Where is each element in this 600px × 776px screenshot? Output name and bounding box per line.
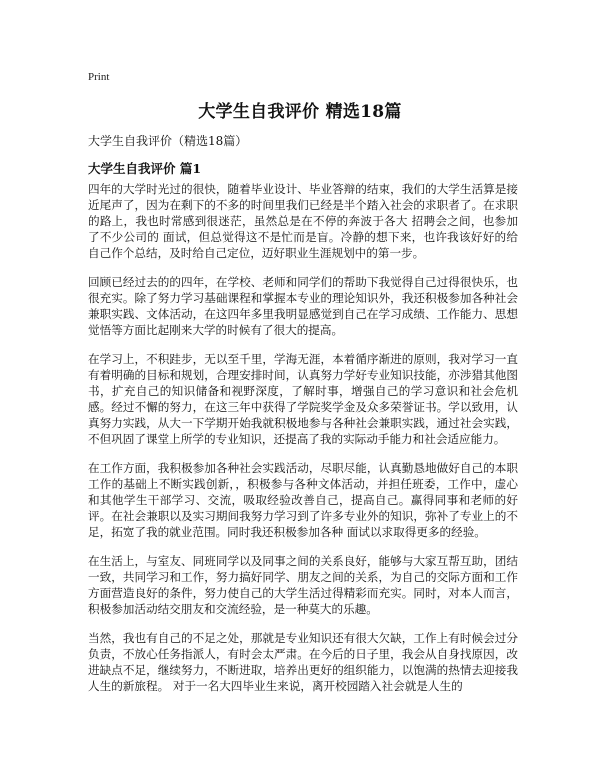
document-subtitle: 大学生自我评价（精选18篇） (88, 134, 248, 148)
document-title: 大学生自我评价 精选18篇 (198, 102, 402, 122)
print-label[interactable]: Print (88, 71, 110, 83)
paragraph-5: 在生活上，与室友、同班同学以及同事之间的关系良好，能够与大家互帮互助，团结一致，共同学习和工作，努力搞好同学、朋友之间的关系，为自己的交际方面和工作方面营造良好的条件，努力使自己的大学生活过得精彩而充实。同时，对本人而言，积极参加活动结交朋友和交流经验，是一种莫大的乐趣。 (88, 554, 518, 616)
section-heading: 大学生自我评价 篇1 (88, 161, 202, 176)
paragraph-3: 在学习上，不积跬步，无以至千里，学海无涯，本着循序渐进的原则，我对学习一直有着明确的目标和规划，合理安排时间，认真努力学好专业知识技能，亦涉猎其他图书，扩充自己的知识储备和视野深度，了解时事，增强自己的学习意识和社会危机感。经过不懈的努力，在这三年中获得了学院奖学金及众多荣誉证书。学以致用，认真努力实践，从大一下学期开始我就积极地参与各种社会兼职实践，通过社会实践，不但巩固了课堂上所学的专业知识，还提高了我的实际动手能力和社会适应能力。 (88, 352, 518, 446)
paragraph-1: 四年的大学时光过的很快，随着毕业设计、毕业答辩的结束，我们的大学生活算是接近尾声了，因为在剩下的不多的时间里我们已经是半个踏入社会的求职者了。在求职的路上，我也时常感到很迷茫，虽然总是在不停的奔波于各大 招聘会之间，也参加了不少公司的 面试，但总觉得这不是忙而是盲。冷静的想下来，也许我该好好的给自己作个总结，及时给自己定位，迈好职业生涯规划中的第一步。 (88, 182, 518, 260)
paragraph-4: 在工作方面，我积极参加各种社会实践活动，尽职尽能，认真勤恳地做好自己的本职工作的基础上不断实践创新，，积极参与各种文体活动，并担任班委，工作中，虚心和其他学生干部学习、交流，吸取经验改善自己，提高自己。赢得同事和老师的好评。在社会兼职以及实习期间我努力学习到了许多专业外的知识，弥补了专业上的不足，拓宽了我的就业范围。同时我还积极参加各种 面试以求取得更多的经验。 (88, 461, 518, 539)
article-body (88, 181, 518, 771)
paragraph-2: 回顾已经过去的的四年，在学校、老师和同学们的帮助下我觉得自己过得很快乐，也很充实。除了努力学习基础课程和掌握本专业的理论知识外，我还积极参加各种社会兼职实践、文体活动，在这四年多里我明显感觉到自己在学习成绩、工作能力、思想觉悟等方面比起刚来大学的时候有了很大的提高。 (88, 275, 518, 337)
paragraph-6: 当然，我也有自己的不足之处，那就是专业知识还有很大欠缺，工作上有时候会过分负责，不放心任务指派人，有时会太严肃。在今后的日子里，我会从自身找原因，改进缺点不足，继续努力，不断进取，培养出更好的组织能力，以饱满的热情去迎接我人生的新旅程。 对于一名大四毕业生来说，离开校园踏入社会就是人生的 (88, 631, 518, 693)
